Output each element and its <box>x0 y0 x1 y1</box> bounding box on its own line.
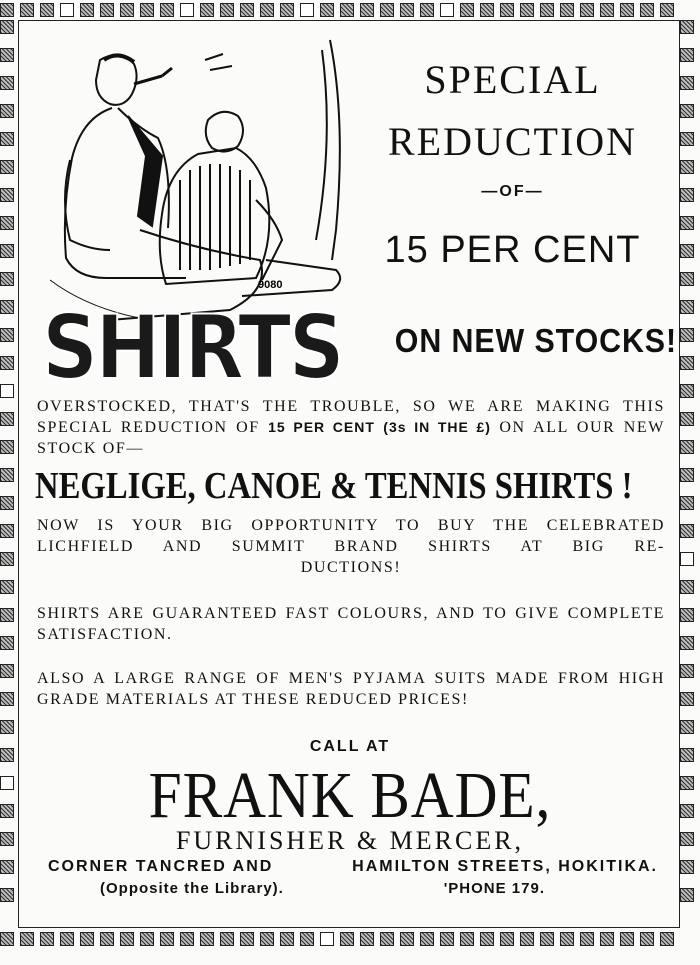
border-square <box>0 496 14 510</box>
border-square <box>0 664 14 678</box>
body-paragraph-opportunity <box>37 515 665 578</box>
border-square <box>480 932 494 946</box>
shirt-men-illustration <box>30 30 350 390</box>
headline-new-stocks: ON NEW STOCKS! <box>394 322 677 359</box>
border-square <box>260 3 274 17</box>
border-square <box>680 188 694 202</box>
border-square <box>460 3 474 17</box>
p1-text-a: OVERSTOCKED, THAT'S THE TROUBLE, SO WE ARE MAKING THIS SPECIAL REDUCTION OF <box>37 398 665 436</box>
border-square <box>0 524 14 538</box>
decorative-border-right <box>680 20 698 930</box>
border-square <box>0 356 14 370</box>
border-square <box>360 3 374 17</box>
location-note: (Opposite the Library). <box>100 880 284 897</box>
border-square <box>340 3 354 17</box>
border-square <box>540 932 554 946</box>
border-square <box>180 932 194 946</box>
border-square <box>80 3 94 17</box>
border-square <box>0 720 14 734</box>
border-square <box>540 3 554 17</box>
border-square <box>600 3 614 17</box>
border-square <box>0 776 14 790</box>
p2-text-end: DUCTIONS! <box>300 559 402 576</box>
border-square <box>0 188 14 202</box>
border-square <box>680 776 694 790</box>
border-square <box>100 3 114 17</box>
border-square <box>0 636 14 650</box>
body-paragraph-overstocked <box>37 396 665 459</box>
border-square <box>680 720 694 734</box>
artist-mark: 9080 <box>258 279 283 291</box>
border-square <box>200 932 214 946</box>
border-square <box>220 932 234 946</box>
border-square <box>160 932 174 946</box>
border-square <box>520 932 534 946</box>
border-square <box>680 328 694 342</box>
border-square <box>0 300 14 314</box>
border-square <box>0 412 14 426</box>
border-square <box>20 3 34 17</box>
call-at-label: CALL AT <box>309 738 391 755</box>
border-square <box>0 440 14 454</box>
border-square <box>680 20 694 34</box>
border-square <box>140 932 154 946</box>
border-square <box>0 932 14 946</box>
address-right: HAMILTON STREETS, HOKITIKA. <box>352 858 658 875</box>
border-square <box>660 3 674 17</box>
border-square <box>0 132 14 146</box>
border-square <box>160 3 174 17</box>
shirts-logo-text: SHIRTS <box>42 296 342 390</box>
border-square <box>680 608 694 622</box>
border-square <box>0 244 14 258</box>
border-square <box>680 76 694 90</box>
p2-text: NOW IS YOUR BIG OPPORTUNITY TO BUY THE CELEBRATED LICHFIELD AND SUMMIT BRAND SHIRTS AT BIG RE- <box>37 517 665 555</box>
border-square <box>340 932 354 946</box>
p1-shillings: (3s IN THE £) <box>383 419 491 435</box>
headline-percent: 15 PER CENT <box>384 229 641 271</box>
p1-percent: 15 PER CENT <box>268 419 375 435</box>
shirt-types-headline: NEGLIGE, CANOE & TENNIS SHIRTS ! <box>35 465 633 507</box>
border-square <box>120 932 134 946</box>
body-paragraph-pyjamas: ALSO A LARGE RANGE OF MEN'S PYJAMA SUITS MADE FROM HIGH GRADE MATERIALS AT THESE REDUCED PRICES! <box>37 670 665 708</box>
border-square <box>620 932 634 946</box>
border-square <box>500 3 514 17</box>
border-square <box>680 356 694 370</box>
p1-text-e: ON ALL OUR NEW STOCK OF— <box>37 419 666 457</box>
border-square <box>260 932 274 946</box>
border-square <box>380 932 394 946</box>
border-square <box>0 104 14 118</box>
border-square <box>240 932 254 946</box>
border-square <box>520 3 534 17</box>
border-square <box>680 160 694 174</box>
border-square <box>680 888 694 902</box>
border-square <box>400 3 414 17</box>
border-square <box>680 300 694 314</box>
merchant-contact <box>100 880 545 897</box>
border-square <box>100 932 114 946</box>
border-square <box>0 468 14 482</box>
border-square <box>680 692 694 706</box>
border-square <box>240 3 254 17</box>
merchant-address <box>48 858 658 876</box>
border-square <box>480 3 494 17</box>
border-square <box>440 932 454 946</box>
border-square <box>680 468 694 482</box>
border-square <box>0 888 14 902</box>
border-square <box>680 496 694 510</box>
border-square <box>320 932 334 946</box>
border-square <box>180 3 194 17</box>
border-square <box>0 804 14 818</box>
border-square <box>680 48 694 62</box>
border-square <box>320 3 334 17</box>
border-square <box>680 384 694 398</box>
border-square <box>680 412 694 426</box>
border-square <box>500 932 514 946</box>
border-square <box>0 216 14 230</box>
border-square <box>560 3 574 17</box>
border-square <box>20 932 34 946</box>
border-square <box>300 932 314 946</box>
border-square <box>680 272 694 286</box>
border-square <box>40 932 54 946</box>
merchant-name: FRANK BADE, <box>148 759 552 832</box>
decorative-border-top <box>0 0 700 20</box>
border-square <box>560 932 574 946</box>
border-square <box>680 104 694 118</box>
border-square <box>0 20 14 34</box>
border-square <box>0 272 14 286</box>
phone-number: 'PHONE 179. <box>443 880 545 897</box>
border-square <box>380 3 394 17</box>
border-square <box>0 328 14 342</box>
border-square <box>600 932 614 946</box>
border-square <box>640 3 654 17</box>
border-square <box>680 664 694 678</box>
merchant-trade: FURNISHER & MERCER, <box>175 826 525 855</box>
border-square <box>420 932 434 946</box>
border-square <box>460 932 474 946</box>
border-square <box>440 3 454 17</box>
border-square <box>620 3 634 17</box>
border-square <box>280 3 294 17</box>
border-square <box>120 3 134 17</box>
border-square <box>420 3 434 17</box>
border-square <box>580 932 594 946</box>
border-square <box>0 692 14 706</box>
border-square <box>360 932 374 946</box>
border-square <box>280 932 294 946</box>
border-square <box>580 3 594 17</box>
headline-reduction: REDUCTION <box>387 119 638 164</box>
border-square <box>0 384 14 398</box>
border-square <box>640 932 654 946</box>
headline-of: —OF— <box>481 183 544 200</box>
border-square <box>680 244 694 258</box>
body-paragraph-guarantee: SHIRTS ARE GUARANTEED FAST COLOURS, AND TO GIVE COMPLETE SATISFACTION. <box>37 605 665 643</box>
decorative-border-left <box>0 20 18 930</box>
headline-special: SPECIAL <box>424 57 601 102</box>
border-square <box>0 552 14 566</box>
border-square <box>0 860 14 874</box>
border-square <box>60 3 74 17</box>
border-square <box>200 3 214 17</box>
border-square <box>680 216 694 230</box>
border-square <box>660 932 674 946</box>
border-square <box>60 932 74 946</box>
border-square <box>0 608 14 622</box>
border-square <box>680 524 694 538</box>
border-square <box>0 48 14 62</box>
border-square <box>220 3 234 17</box>
border-square <box>0 580 14 594</box>
decorative-border-bottom <box>0 928 700 950</box>
border-square <box>680 132 694 146</box>
border-square <box>680 580 694 594</box>
address-left: CORNER TANCRED AND <box>48 858 274 875</box>
border-square <box>0 76 14 90</box>
border-square <box>680 440 694 454</box>
border-square <box>680 636 694 650</box>
border-square <box>0 3 14 17</box>
border-square <box>80 932 94 946</box>
border-square <box>140 3 154 17</box>
border-square <box>300 3 314 17</box>
border-square <box>0 160 14 174</box>
border-square <box>40 3 54 17</box>
border-square <box>400 932 414 946</box>
border-square <box>680 552 694 566</box>
border-square <box>680 804 694 818</box>
border-square <box>680 860 694 874</box>
